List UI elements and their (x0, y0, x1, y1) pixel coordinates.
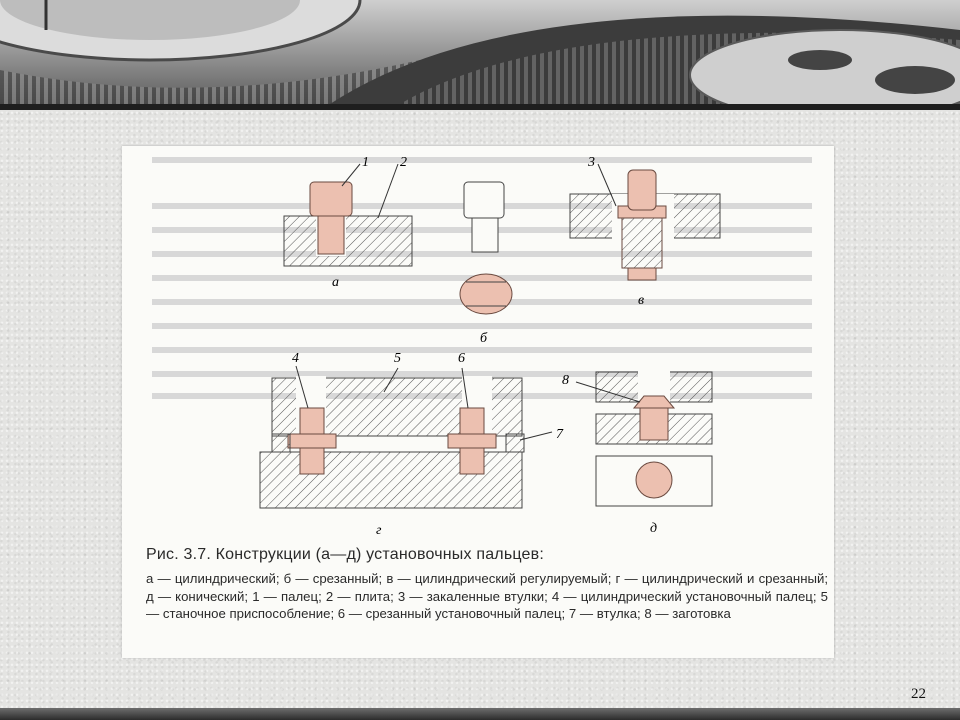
header-banner (0, 0, 960, 104)
caption-title: Рис. 3.7. Конструкции (а—д) установочных пальцев: (146, 546, 545, 563)
callout-2: 2 (400, 155, 407, 170)
pin-cut-section (460, 274, 512, 314)
view-b (460, 182, 512, 346)
label-a: а (332, 275, 339, 290)
view-v (570, 155, 720, 308)
label-b: б (480, 331, 488, 346)
caption-text: а — цилиндрический; б — срезанный; в — цилиндрический регулируемый; г — цилиндрический и срезанный; д — конический; 1 — палец; 2 — плита; 3 — закаленные втулки; 4 — цилиндрический установочный палец; 5 — станочное приспособление; 6 — срезанный установочный палец; 7 — втулка; 8 — заготовка (146, 571, 828, 622)
view-a (284, 155, 412, 290)
callout-8: 8 (562, 373, 569, 388)
view-g (260, 351, 564, 538)
gear-background (0, 0, 960, 104)
plate-2 (284, 216, 412, 266)
label-g: г (376, 523, 382, 538)
pin-adjustable (628, 170, 656, 210)
label-v: в (638, 293, 645, 308)
callout-4: 4 (292, 351, 299, 366)
callout-7: 7 (556, 427, 563, 442)
pin-conical-top (636, 462, 672, 498)
pin-1-shank (318, 216, 344, 254)
callout-3: 3 (588, 155, 595, 170)
footer-bar (0, 708, 960, 720)
figure-caption (146, 546, 828, 623)
callout-1: 1 (362, 155, 369, 170)
callout-6: 6 (458, 351, 465, 366)
page-number: 22 (911, 686, 926, 702)
callout-5: 5 (394, 351, 401, 366)
banner-divider (0, 104, 960, 110)
pin-1-head (310, 182, 352, 216)
label-d: д (650, 521, 658, 536)
